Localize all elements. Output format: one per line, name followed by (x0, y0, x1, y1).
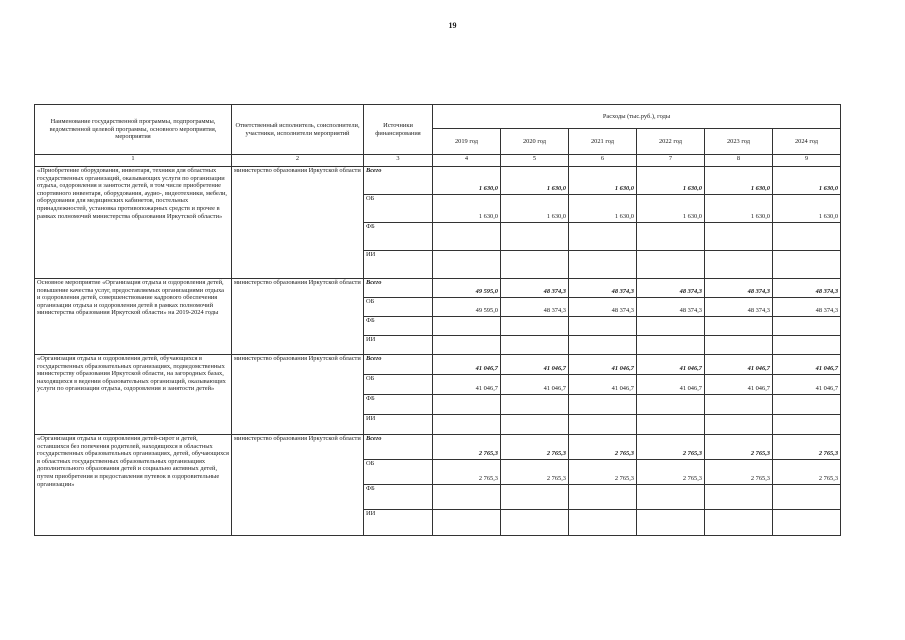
expense-value (773, 395, 841, 415)
expense-value (705, 415, 773, 435)
expense-value (433, 415, 501, 435)
expense-value: 2 765,3 (569, 460, 637, 485)
program-name: «Приобретение оборудования, инвентаря, техники для областных государственных организаций, оказывающих услуги по организации отдыха, оздоровления и занятости детей, в том числе приобретение спортивного инвентаря, оборудования, аудио-, видеотехники, мебели, оборудования для медицинских кабинетов, постельных принадлежностей, установка противопожарных средств и прочее в рамках полномочий министерства образования Иркутской области» (35, 167, 232, 279)
funding-source: ИИ (364, 510, 433, 536)
header-year: 2019 год (433, 129, 501, 155)
expense-value (569, 251, 637, 279)
expense-value: 2 765,3 (705, 435, 773, 460)
expense-value (501, 485, 569, 510)
expense-value (637, 223, 705, 251)
page-number: 19 (448, 21, 457, 30)
expense-value: 2 765,3 (433, 460, 501, 485)
expense-value (501, 395, 569, 415)
header-year: 2024 год (773, 129, 841, 155)
column-number: 3 (364, 155, 433, 167)
expense-value (637, 485, 705, 510)
funding-source: ФБ (364, 485, 433, 510)
expense-value: 2 765,3 (773, 435, 841, 460)
table-row (35, 167, 841, 195)
header-executor: Ответственный исполнитель, соисполнители, участники, исполнители мероприятий (232, 105, 364, 155)
column-number: 5 (501, 155, 569, 167)
expense-value: 41 046,7 (637, 355, 705, 375)
column-number-row (35, 155, 841, 167)
funding-source: Всего (364, 355, 433, 375)
funding-source: ОБ (364, 375, 433, 395)
expense-value: 41 046,7 (569, 355, 637, 375)
expense-value (501, 415, 569, 435)
expense-value (501, 251, 569, 279)
expense-value: 48 374,3 (637, 298, 705, 317)
funding-source: Всего (364, 279, 433, 298)
expense-value (569, 336, 637, 355)
expense-value: 48 374,3 (501, 279, 569, 298)
expense-value: 2 765,3 (773, 460, 841, 485)
expense-value (433, 336, 501, 355)
budget-table (34, 104, 841, 536)
expense-value (433, 223, 501, 251)
expense-value (637, 395, 705, 415)
header-row-1 (35, 105, 841, 129)
column-number: 8 (705, 155, 773, 167)
expense-value: 1 630,0 (705, 195, 773, 223)
expense-value: 49 595,0 (433, 279, 501, 298)
column-number: 9 (773, 155, 841, 167)
program-executor: министерство образования Иркутской области (232, 279, 364, 355)
expense-value (773, 317, 841, 336)
expense-value: 41 046,7 (433, 355, 501, 375)
expense-value: 41 046,7 (705, 375, 773, 395)
expense-value (773, 415, 841, 435)
expense-value (637, 317, 705, 336)
expense-value: 41 046,7 (637, 375, 705, 395)
expense-value: 41 046,7 (501, 375, 569, 395)
expense-value (501, 317, 569, 336)
expense-value (569, 510, 637, 536)
expense-value (705, 510, 773, 536)
expense-value (569, 317, 637, 336)
header-year: 2020 год (501, 129, 569, 155)
program-name: «Организация отдыха и оздоровления детей-сирот и детей, оставшихся без попечения родителей, находящихся в областных государственных образовательных организациях, детей, обучающихся в областных государственных образовательных организациях дополнительного образования детей и социально активных детей, путем приобретения и предоставления путевок в оздоровительные организации» (35, 435, 232, 536)
expense-value (773, 223, 841, 251)
expense-value: 1 630,0 (501, 167, 569, 195)
expense-value (637, 251, 705, 279)
expense-value (501, 223, 569, 251)
funding-source: Всего (364, 435, 433, 460)
expense-value (773, 510, 841, 536)
expense-value: 49 595,0 (433, 298, 501, 317)
expense-value (569, 485, 637, 510)
funding-source: ОБ (364, 195, 433, 223)
expense-value: 41 046,7 (433, 375, 501, 395)
expense-value (705, 223, 773, 251)
header-year: 2023 год (705, 129, 773, 155)
expense-value: 1 630,0 (433, 195, 501, 223)
expense-value (433, 510, 501, 536)
expense-value (705, 485, 773, 510)
expense-value: 1 630,0 (433, 167, 501, 195)
expense-value: 2 765,3 (501, 435, 569, 460)
table-row (35, 355, 841, 375)
header-name: Наименование государственной программы, подпрограммы, ведомственной целевой программы, основного мероприятия, мероприятия (35, 105, 232, 155)
expense-value: 1 630,0 (637, 167, 705, 195)
funding-source: ИИ (364, 415, 433, 435)
expense-value (637, 415, 705, 435)
funding-source: ФБ (364, 317, 433, 336)
expense-value (705, 336, 773, 355)
funding-source: ОБ (364, 298, 433, 317)
expense-value: 2 765,3 (569, 435, 637, 460)
expense-value: 41 046,7 (501, 355, 569, 375)
expense-value (637, 336, 705, 355)
expense-value: 1 630,0 (773, 167, 841, 195)
program-name: Основное мероприятие «Организация отдыха и оздоровления детей, повышение качества услуг, предоставляемых организациями отдыха и оздоровления детей, совершенствование кадрового обеспечения организации отдыха и оздоровления детей в рамках полномочий министерства образования Иркутской области» на 2019-2024 годы (35, 279, 232, 355)
expense-value: 48 374,3 (637, 279, 705, 298)
funding-source: ИИ (364, 336, 433, 355)
expense-value (569, 223, 637, 251)
expense-value: 2 765,3 (637, 460, 705, 485)
expense-value: 1 630,0 (569, 195, 637, 223)
expense-value: 48 374,3 (705, 298, 773, 317)
column-number: 6 (569, 155, 637, 167)
expense-value: 48 374,3 (705, 279, 773, 298)
column-number: 4 (433, 155, 501, 167)
funding-source: ИИ (364, 251, 433, 279)
expense-value: 2 765,3 (637, 435, 705, 460)
expense-value: 48 374,3 (773, 298, 841, 317)
column-number: 2 (232, 155, 364, 167)
expense-value: 41 046,7 (569, 375, 637, 395)
expense-value: 2 765,3 (433, 435, 501, 460)
expense-value: 1 630,0 (501, 195, 569, 223)
expense-value (705, 251, 773, 279)
expense-value (773, 336, 841, 355)
expense-value: 41 046,7 (773, 355, 841, 375)
expense-value: 48 374,3 (569, 298, 637, 317)
funding-source: Всего (364, 167, 433, 195)
table-row (35, 435, 841, 460)
expense-value (569, 415, 637, 435)
expense-value (433, 485, 501, 510)
expense-value (501, 510, 569, 536)
expense-value: 41 046,7 (773, 375, 841, 395)
expense-value (433, 251, 501, 279)
header-year: 2022 год (637, 129, 705, 155)
expense-value: 1 630,0 (637, 195, 705, 223)
expense-value (637, 510, 705, 536)
expense-value: 1 630,0 (705, 167, 773, 195)
expense-value (705, 395, 773, 415)
expense-value: 48 374,3 (773, 279, 841, 298)
expense-value: 48 374,3 (501, 298, 569, 317)
header-year: 2021 год (569, 129, 637, 155)
expense-value (433, 395, 501, 415)
funding-source: ФБ (364, 395, 433, 415)
expense-value: 1 630,0 (773, 195, 841, 223)
program-name: «Организация отдыха и оздоровления детей, обучающихся в государственных образовательных организациях, подведомственных министерству образования Иркутской области, на загородных базах, находящихся в ведении образовательных организаций, оказывающих услуги по организации отдыха, оздоровления и занятости детей» (35, 355, 232, 435)
expense-value: 1 630,0 (569, 167, 637, 195)
expense-value (705, 317, 773, 336)
expense-value: 2 765,3 (501, 460, 569, 485)
expense-value: 48 374,3 (569, 279, 637, 298)
column-number: 7 (637, 155, 705, 167)
expense-value: 41 046,7 (705, 355, 773, 375)
program-executor: министерство образования Иркутской области (232, 355, 364, 435)
column-number: 1 (35, 155, 232, 167)
header-expenses: Расходы (тыс.руб.), годы (433, 105, 841, 129)
expense-value (773, 251, 841, 279)
program-executor: министерство образования Иркутской области (232, 167, 364, 279)
expense-value (569, 395, 637, 415)
header-source: Источники финансирования (364, 105, 433, 155)
funding-source: ФБ (364, 223, 433, 251)
expense-value: 2 765,3 (705, 460, 773, 485)
funding-source: ОБ (364, 460, 433, 485)
program-executor: министерство образования Иркутской области (232, 435, 364, 536)
expense-value (433, 317, 501, 336)
table-row (35, 279, 841, 298)
expense-value (501, 336, 569, 355)
expense-value (773, 485, 841, 510)
